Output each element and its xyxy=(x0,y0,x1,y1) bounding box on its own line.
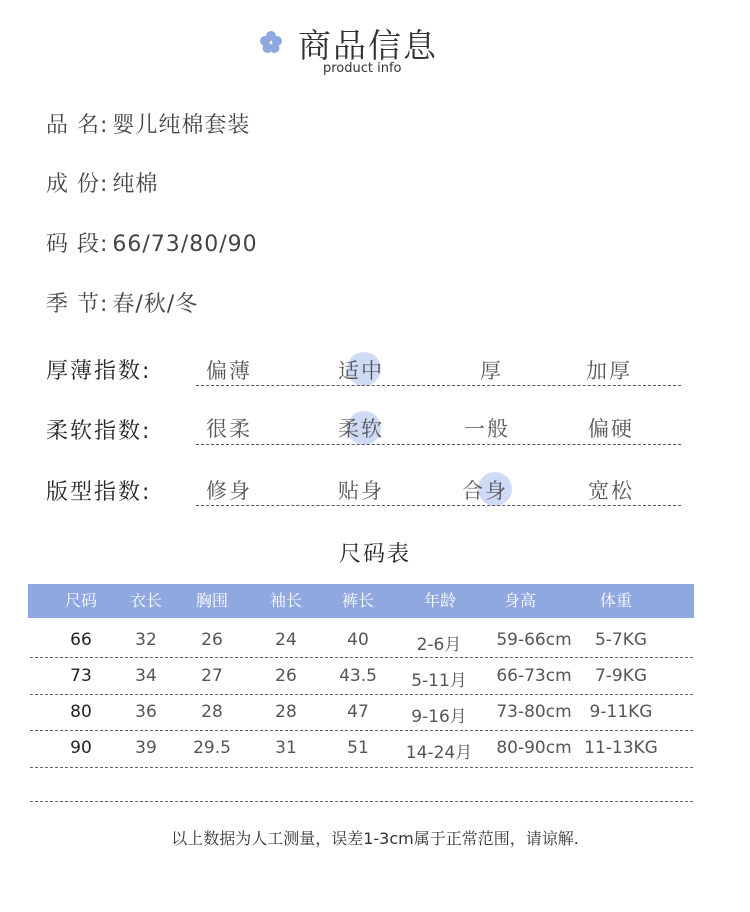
info-value: 春/秋/冬 xyxy=(112,292,199,317)
thickness-index-label: 厚薄指数: xyxy=(46,359,152,384)
table-cell: 80 xyxy=(70,702,92,722)
info-label: 品 名: xyxy=(46,113,109,138)
table-cell: 27 xyxy=(201,666,223,686)
row-divider xyxy=(30,657,693,658)
info-material xyxy=(46,167,158,198)
table-cell: 36 xyxy=(135,702,157,722)
row-divider xyxy=(30,730,693,731)
softness-option: 很柔 xyxy=(206,417,252,441)
index-divider xyxy=(196,444,681,445)
column-header: 体重 xyxy=(599,591,632,610)
fit-index-label: 版型指数: xyxy=(46,480,152,505)
table-cell: 11-13KG xyxy=(584,738,658,758)
table-cell: 26 xyxy=(275,666,297,686)
table-cell: 39 xyxy=(135,738,157,758)
table-cell: 47 xyxy=(347,702,369,722)
info-value: 婴儿纯棉套装 xyxy=(112,113,251,138)
table-cell: 43.5 xyxy=(339,666,377,686)
table-cell: 31 xyxy=(275,738,297,758)
row-divider xyxy=(30,801,693,802)
index-divider xyxy=(196,385,681,386)
page-title: 商品信息 xyxy=(298,26,438,65)
table-cell: 28 xyxy=(201,702,223,722)
info-value: 纯棉 xyxy=(112,172,159,197)
table-cell: 59-66cm xyxy=(496,630,572,650)
table-cell: 5-11月 xyxy=(411,671,467,691)
info-label: 码 段: xyxy=(46,232,109,257)
column-header: 身高 xyxy=(503,591,536,610)
table-cell: 28 xyxy=(275,702,297,722)
table-cell: 66-73cm xyxy=(496,666,572,686)
table-cell: 14-24月 xyxy=(405,743,473,763)
info-sizes xyxy=(46,227,258,258)
softness-option: 一般 xyxy=(464,417,510,441)
table-cell: 2-6月 xyxy=(416,635,462,655)
fit-option: 贴身 xyxy=(338,479,384,503)
table-cell: 34 xyxy=(135,666,157,686)
column-header: 裤长 xyxy=(341,591,374,610)
table-cell: 66 xyxy=(70,630,92,650)
table-cell: 26 xyxy=(201,630,223,650)
column-header: 年龄 xyxy=(423,591,456,610)
table-cell: 9-11KG xyxy=(589,702,653,722)
info-value: 66/73/80/90 xyxy=(112,232,258,257)
measurement-note: 以上数据为人工测量，误差1-3cm属于正常范围，请谅解. xyxy=(171,829,579,848)
flower-icon xyxy=(259,30,283,54)
column-header: 袖长 xyxy=(269,591,302,610)
info-product-name xyxy=(46,108,250,139)
table-cell: 80-90cm xyxy=(496,738,572,758)
softness-option: 柔软 xyxy=(338,417,384,441)
row-divider xyxy=(30,694,693,695)
table-cell: 29.5 xyxy=(193,738,231,758)
size-table-header xyxy=(28,584,694,618)
thickness-option: 加厚 xyxy=(586,359,632,383)
table-cell: 40 xyxy=(347,630,369,650)
info-season xyxy=(46,287,198,318)
thickness-option: 适中 xyxy=(338,359,384,383)
index-divider xyxy=(196,505,681,506)
thickness-option: 厚 xyxy=(480,359,503,383)
size-table-title: 尺码表 xyxy=(338,542,411,567)
thickness-option: 偏薄 xyxy=(206,359,252,383)
table-cell: 24 xyxy=(275,630,297,650)
table-cell: 7-9KG xyxy=(594,666,648,686)
table-cell: 51 xyxy=(347,738,369,758)
page-subtitle: product info xyxy=(323,61,402,76)
column-header: 胸围 xyxy=(195,591,228,610)
column-header: 尺码 xyxy=(64,591,97,610)
fit-option: 宽松 xyxy=(588,479,634,503)
fit-option: 合身 xyxy=(462,479,508,503)
fit-option: 修身 xyxy=(206,479,252,503)
table-cell: 73-80cm xyxy=(496,702,572,722)
softness-index-label: 柔软指数: xyxy=(46,419,152,444)
table-cell: 9-16月 xyxy=(411,707,467,727)
info-label: 季 节: xyxy=(46,292,109,317)
column-header: 衣长 xyxy=(129,591,162,610)
row-divider xyxy=(30,767,693,768)
table-cell: 32 xyxy=(135,630,157,650)
table-cell: 90 xyxy=(70,738,92,758)
table-cell: 5-7KG xyxy=(594,630,648,650)
table-cell: 73 xyxy=(70,666,92,686)
softness-option: 偏硬 xyxy=(588,417,634,441)
info-label: 成 份: xyxy=(46,172,109,197)
